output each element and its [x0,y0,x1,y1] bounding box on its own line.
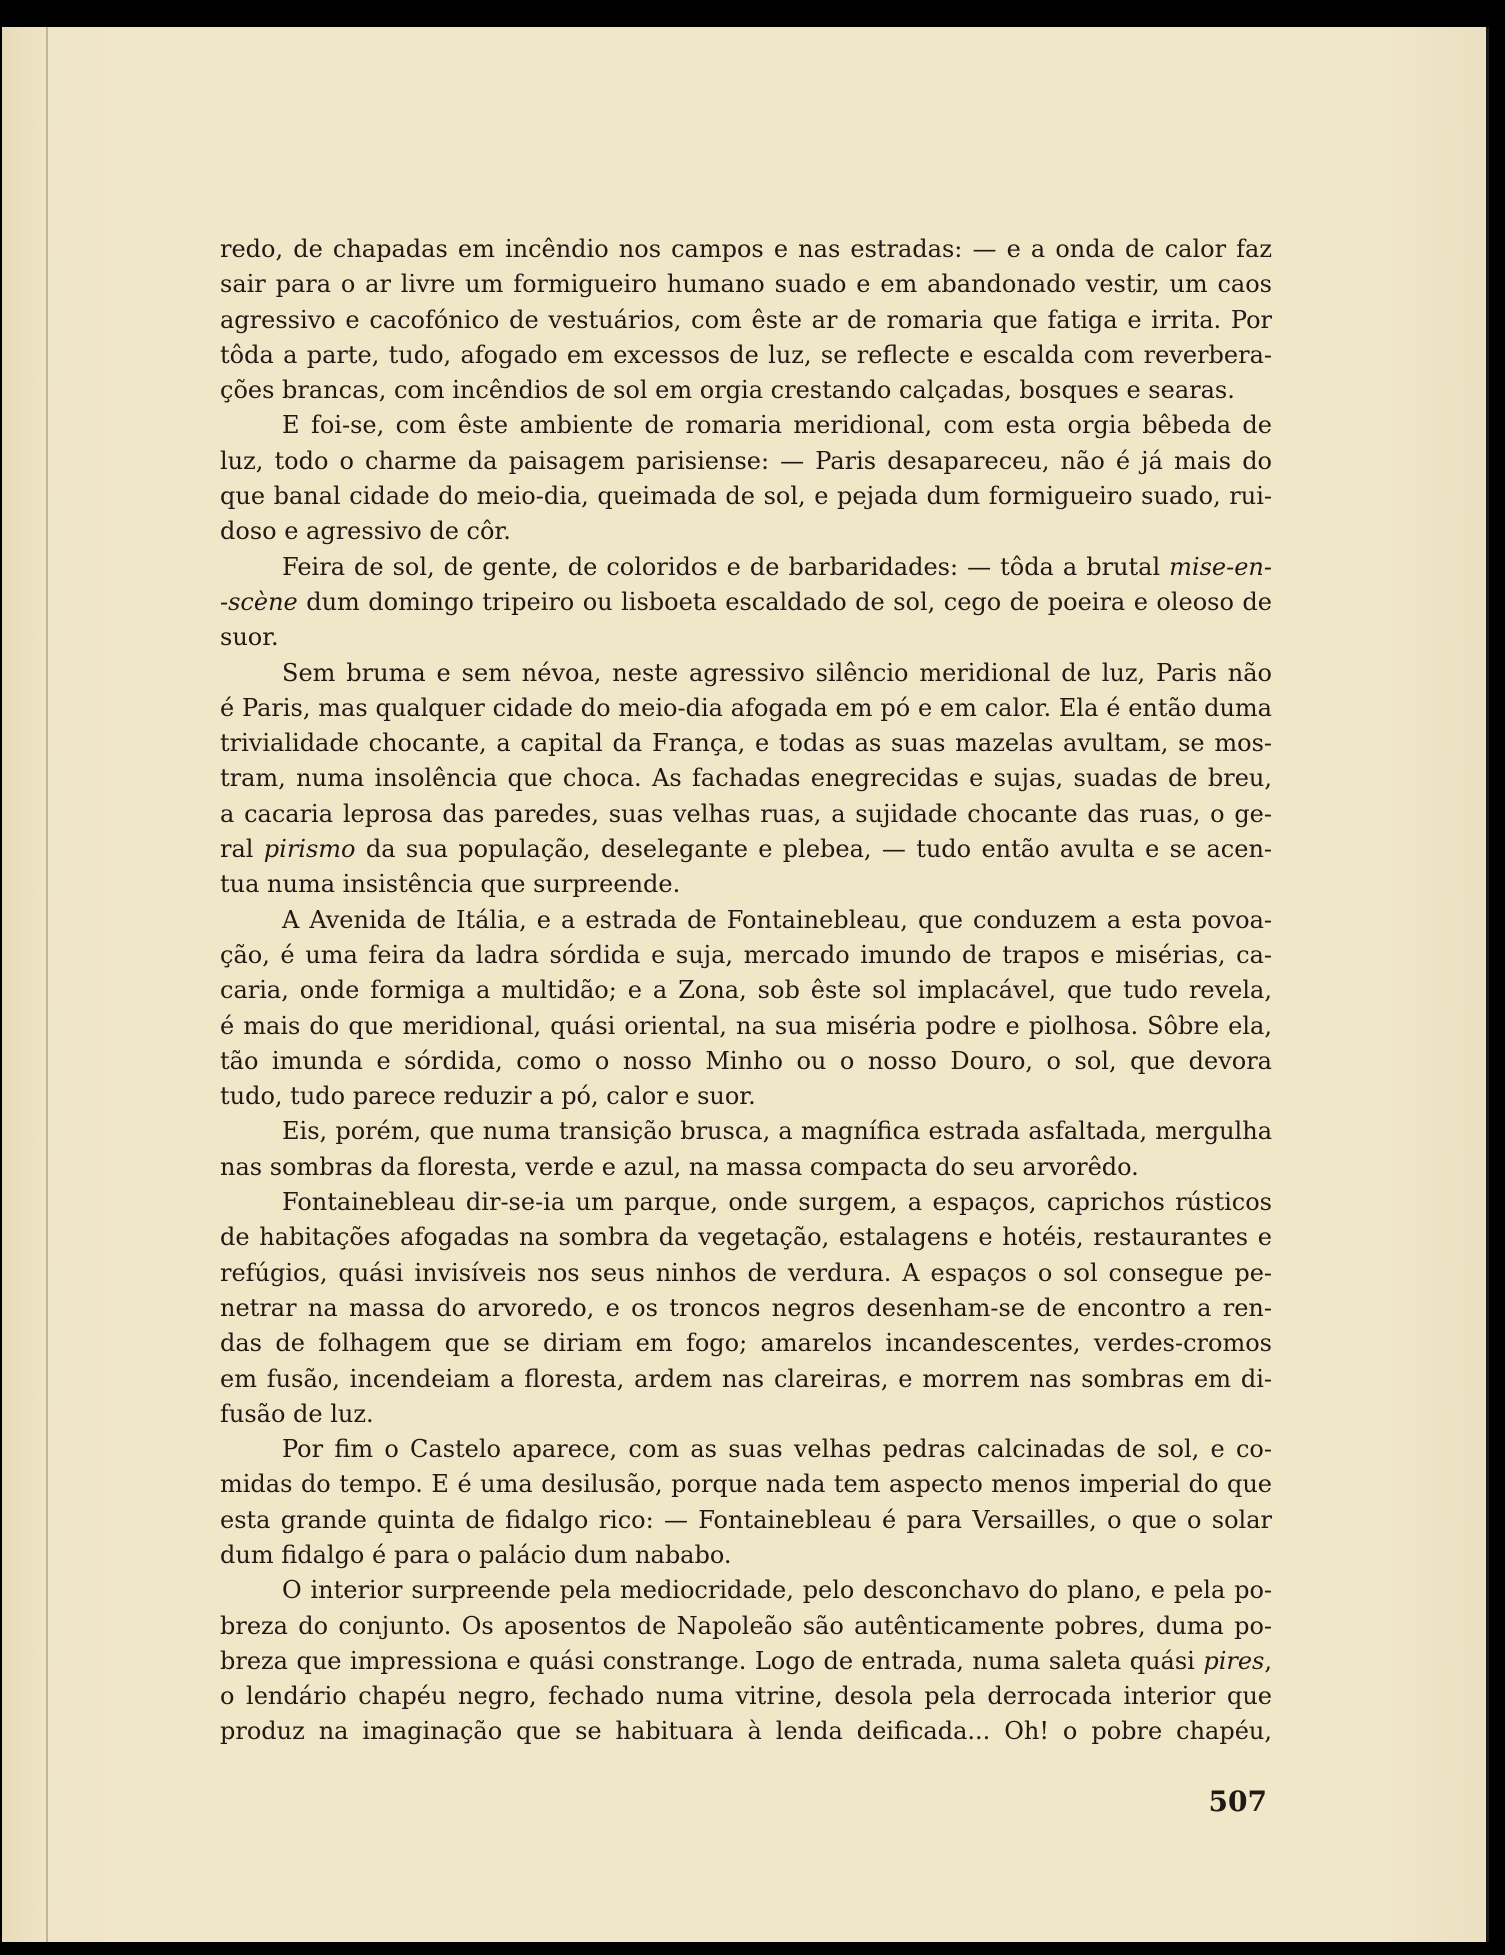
text-line [220,1679,1272,1714]
text-span: refúgios, quási invisíveis nos seus ninhos de verdura. A espaços o sol consegue pe- [220,1258,1272,1287]
text-span: caria, onde formiga a multidão; e a Zona, sob êste sol implacável, que tudo revela, [220,976,1272,1005]
text-span: agressivo e cacofónico de vestuários, com êste ar de romaria que fatiga e irrita. Por [220,305,1272,334]
text-line [220,1467,1272,1502]
text-span: é mais do que meridional, quási oriental, na sua miséria podre e piolhosa. Sôbre ela, [220,1011,1272,1040]
text-span: suor. [220,623,279,652]
text-line [220,620,1272,655]
text-span: nas sombras da floresta, verde e azul, na massa compacta do seu arvorêdo. [220,1152,1139,1181]
text-span: tram, numa insolência que choca. As fachadas enegrecidas e sujas, suadas de breu, [220,764,1272,793]
text-line [220,444,1272,479]
text-line [220,797,1272,832]
text-line [220,479,1272,514]
italic-text: pires [1203,1646,1265,1675]
text-line [220,761,1272,796]
text-span: esta grande quinta de fidalgo rico: — Fontainebleau é para Versailles, o que o solar [220,1505,1272,1534]
text-line [220,1220,1272,1255]
text-span: produz na imaginação que se habituara à lenda deificada... Oh! o pobre chapéu, [220,1717,1272,1746]
text-line [220,1114,1272,1149]
text-line [220,1538,1272,1573]
text-span: que banal cidade do meio-dia, queimada de sol, e pejada dum formigueiro suado, rui- [220,482,1272,511]
text-span: dum domingo tripeiro ou lisboeta escaldado de sol, cego de poeira e oleoso de [297,587,1272,616]
text-span: doso e agressivo de côr. [220,517,511,546]
text-line [220,1291,1272,1326]
text-span: midas do tempo. E é uma desilusão, porque nada tem aspecto menos imperial do que [220,1470,1272,1499]
text-span: o lendário chapéu negro, fechado numa vitrine, desola pela derrocada interior que [220,1682,1272,1711]
text-line [220,656,1272,691]
text-span: tua numa insistência que surpreende. [220,870,681,899]
text-line [220,1009,1272,1044]
text-line [220,1150,1272,1185]
text-line [220,232,1272,267]
text-line [220,338,1272,373]
text-line [220,585,1272,620]
text-span: tão imunda e sórdida, como o nosso Minho ou o nosso Douro, o sol, que devora [220,1046,1272,1075]
text-line [220,903,1272,938]
text-span: A Avenida de Itália, e a estrada de Fontainebleau, que conduzem a esta povoa- [282,905,1272,934]
text-line [220,938,1272,973]
text-span: ções brancas, com incêndios de sol em orgia crestando calçadas, bosques e searas. [220,376,1235,405]
text-span: E foi-se, com êste ambiente de romaria meridional, com esta orgia bêbeda de [282,411,1272,440]
text-span: tôda a parte, tudo, afogado em excessos de luz, se reflecte e escalda com reverbera- [220,340,1272,369]
text-span: luz, todo o charme da paisagem parisiense: — Paris desapareceu, não é já mais do [220,446,1272,475]
text-span: redo, de chapadas em incêndio nos campos e nas estradas: — e a onda de calor faz [220,235,1272,263]
text-span: Sem bruma e sem névoa, neste agressivo silêncio meridional de luz, Paris não [282,658,1272,687]
text-span: , [1264,1646,1272,1675]
text-line [220,408,1272,443]
book-page [2,27,1489,1942]
page-binding-edge [46,27,48,1942]
italic-text: pirismo [263,835,356,864]
text-line [220,1256,1272,1291]
text-line [220,973,1272,1008]
text-line [220,1185,1272,1220]
text-span: das de folhagem que se diriam em fogo; amarelos incandescentes, verdes-cromos [220,1329,1272,1358]
text-span: trivialidade chocante, a capital da França, e todas as suas mazelas avultam, se mos- [220,729,1272,758]
text-span: Por fim o Castelo aparece, com as suas velhas pedras calcinadas de sol, e co- [282,1435,1272,1464]
text-line [220,303,1272,338]
text-line [220,1397,1272,1432]
text-span: ral [220,835,264,864]
text-span: fusão de luz. [220,1399,374,1428]
text-span: ção, é uma feira da ladra sórdida e suja, mercado imundo de trapos e misérias, ca- [220,940,1272,969]
italic-text: -scène [220,587,298,616]
text-line [220,1714,1272,1749]
text-line [220,1432,1272,1467]
text-span: em fusão, incendeiam a floresta, ardem nas clareiras, e morrem nas sombras em di- [220,1364,1272,1393]
text-span: de habitações afogadas na sombra da vegetação, estalagens e hotéis, restaurantes e [220,1223,1272,1252]
text-span: dum fidalgo é para o palácio dum nababo. [220,1540,732,1569]
text-line [220,1644,1272,1679]
text-span: é Paris, mas qualquer cidade do meio-dia afogada em pó e em calor. Ela é então duma [220,693,1272,722]
text-span: a cacaria leprosa das paredes, suas velhas ruas, a sujidade chocante das ruas, o ge- [220,799,1272,828]
text-span: Eis, porém, que numa transição brusca, a magnífica estrada asfaltada, mergulha [282,1117,1272,1146]
italic-text: mise-en- [1169,552,1272,581]
text-line [220,832,1272,867]
text-line [220,1326,1272,1361]
text-span: sair para o ar livre um formigueiro humano suado e em abandonado vestir, um caos [220,270,1272,299]
text-span: da sua população, deselegante e plebea, — tudo então avulta e se acen- [355,835,1272,864]
text-span: Fontainebleau dir-se-ia um parque, onde surgem, a espaços, caprichos rústicos [282,1188,1272,1217]
page-number: 507 [1208,1785,1267,1818]
text-span: Feira de sol, de gente, de coloridos e de barbaridades: — tôda a brutal [282,552,1170,581]
text-line [220,1044,1272,1079]
text-line [220,691,1272,726]
text-span: netrar na massa do arvoredo, e os troncos negros desenham-se de encontro a ren- [220,1293,1272,1322]
text-span: breza do conjunto. Os aposentos de Napoleão são autênticamente pobres, duma po- [220,1611,1272,1640]
text-line [220,267,1272,302]
text-span: breza que impressiona e quási constrange. Logo de entrada, numa saleta quási [220,1646,1204,1675]
text-line [220,514,1272,549]
text-line [220,373,1272,408]
text-span: tudo, tudo parece reduzir a pó, calor e suor. [220,1082,756,1111]
body-text [220,232,1272,1750]
text-line [220,1503,1272,1538]
text-line [220,726,1272,761]
text-line [220,1609,1272,1644]
text-line [220,867,1272,902]
text-span: O interior surpreende pela mediocridade, pelo desconchavo do plano, e pela po- [282,1576,1272,1605]
text-line [220,550,1272,585]
text-line [220,1362,1272,1397]
text-line [220,1079,1272,1114]
text-line [220,1573,1272,1608]
